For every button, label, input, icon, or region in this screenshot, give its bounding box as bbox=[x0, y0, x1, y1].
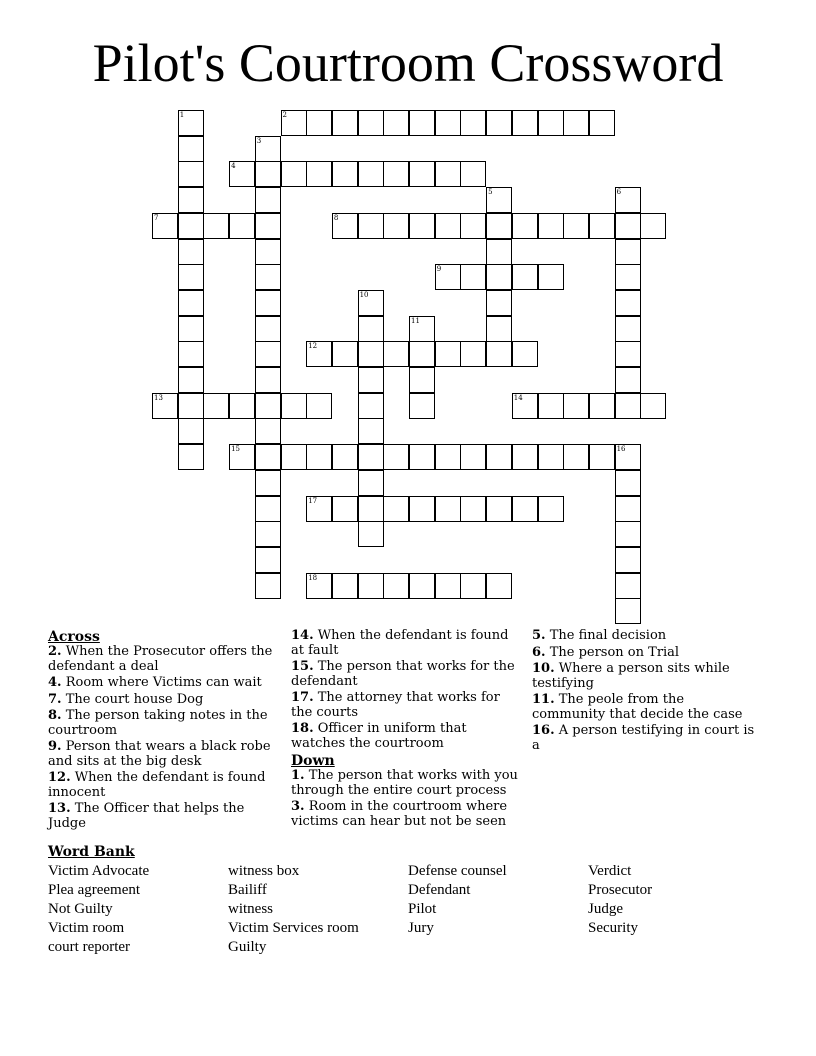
grid-cell[interactable] bbox=[178, 239, 204, 265]
grid-cell[interactable] bbox=[460, 341, 486, 367]
grid-cell[interactable] bbox=[203, 213, 229, 239]
grid-cell[interactable] bbox=[178, 264, 204, 290]
grid-cell[interactable] bbox=[409, 573, 435, 599]
clue-number-label: 4. bbox=[48, 675, 62, 690]
grid-cell[interactable] bbox=[383, 341, 409, 367]
grid-cell[interactable] bbox=[615, 521, 641, 547]
clue-number: 4 bbox=[231, 162, 236, 171]
grid-cell[interactable] bbox=[538, 110, 564, 136]
clue-number: 17 bbox=[308, 496, 318, 505]
grid-cell[interactable] bbox=[332, 161, 358, 187]
word-bank-heading: Word Bank bbox=[48, 844, 135, 860]
clue-item bbox=[291, 691, 519, 720]
grid-cell[interactable] bbox=[332, 110, 358, 136]
grid-cell[interactable] bbox=[255, 290, 281, 316]
grid-cell[interactable] bbox=[178, 290, 204, 316]
grid-cell[interactable] bbox=[255, 161, 281, 187]
clue-item bbox=[48, 693, 273, 708]
word-bank-item: witness bbox=[228, 901, 273, 917]
grid-cell[interactable] bbox=[460, 264, 486, 290]
grid-cell[interactable] bbox=[486, 444, 512, 470]
across-heading: Across bbox=[48, 629, 100, 645]
grid-cell[interactable] bbox=[229, 213, 255, 239]
clue-column-2 bbox=[291, 629, 519, 831]
clue-number-label: 15. bbox=[291, 659, 314, 674]
grid-cell[interactable] bbox=[178, 136, 204, 162]
clue-text: When the defendant is found at fault bbox=[291, 628, 509, 658]
grid-cell[interactable] bbox=[409, 161, 435, 187]
grid-cell[interactable] bbox=[538, 264, 564, 290]
grid-cell[interactable] bbox=[358, 110, 384, 136]
word-bank-item: Verdict bbox=[588, 863, 632, 879]
grid-cell[interactable] bbox=[281, 393, 307, 419]
grid-cell[interactable] bbox=[615, 316, 641, 342]
grid-cell[interactable] bbox=[383, 110, 409, 136]
grid-cell[interactable] bbox=[358, 393, 384, 419]
grid-cell[interactable] bbox=[383, 161, 409, 187]
grid-cell[interactable] bbox=[563, 393, 589, 419]
grid-cell[interactable] bbox=[358, 496, 384, 522]
grid-cell[interactable] bbox=[640, 213, 666, 239]
grid-cell[interactable] bbox=[383, 213, 409, 239]
clue-number-label: 17. bbox=[291, 690, 314, 705]
word-bank-item: witness box bbox=[228, 863, 300, 879]
grid-cell[interactable] bbox=[409, 496, 435, 522]
clue-number-label: 1. bbox=[291, 768, 305, 783]
word-bank-column bbox=[408, 862, 507, 938]
word-bank-column bbox=[588, 862, 652, 938]
clue-number: 1 bbox=[179, 111, 185, 119]
clue-column-1 bbox=[48, 629, 273, 833]
grid-cell[interactable] bbox=[486, 264, 512, 290]
clue-number: 9 bbox=[436, 265, 442, 274]
grid-cell[interactable] bbox=[332, 496, 358, 522]
grid-cell[interactable] bbox=[409, 110, 435, 136]
grid-cell[interactable] bbox=[203, 393, 229, 419]
clue-number-label: 13. bbox=[48, 801, 71, 816]
clue-text: The person that works for the defendant bbox=[291, 659, 515, 689]
grid-cell[interactable] bbox=[409, 444, 435, 470]
grid-cell[interactable] bbox=[409, 393, 435, 419]
word-bank-item: Bailiff bbox=[228, 882, 267, 898]
grid-cell[interactable] bbox=[178, 418, 204, 444]
grid-cell[interactable] bbox=[615, 264, 641, 290]
grid-cell[interactable] bbox=[332, 444, 358, 470]
word-bank-item: Security bbox=[588, 920, 638, 936]
grid-cell[interactable] bbox=[615, 496, 641, 522]
clue-item bbox=[291, 660, 519, 689]
grid-cell[interactable] bbox=[460, 110, 486, 136]
clue-item bbox=[532, 629, 757, 644]
page-title: Pilot's Courtroom Crossword bbox=[92, 33, 724, 93]
grid-cell[interactable] bbox=[435, 496, 461, 522]
grid-cell[interactable] bbox=[563, 444, 589, 470]
clue-number: 15 bbox=[231, 445, 241, 454]
grid-cell[interactable] bbox=[589, 444, 615, 470]
clue-text: Where a person sits while testifying bbox=[532, 661, 730, 691]
word-bank-item: Plea agreement bbox=[48, 882, 141, 898]
clue-text: The peole from the community that decide the case bbox=[532, 692, 743, 722]
clue-item bbox=[291, 629, 519, 658]
grid-cell[interactable] bbox=[615, 393, 641, 419]
clue-number-label: 5. bbox=[532, 628, 546, 643]
clue-text: The person that works with you through the entire court process bbox=[291, 768, 518, 798]
word-bank-item: Guilty bbox=[228, 939, 267, 955]
grid-cell[interactable] bbox=[460, 444, 486, 470]
grid-cell[interactable] bbox=[383, 573, 409, 599]
clue-item bbox=[48, 771, 273, 800]
grid-cell[interactable] bbox=[435, 341, 461, 367]
grid-cell[interactable] bbox=[178, 316, 204, 342]
clue-text: The attorney that works for the courts bbox=[291, 690, 500, 720]
grid-cell[interactable] bbox=[358, 161, 384, 187]
word-bank-column bbox=[48, 862, 149, 957]
clue-number-label: 18. bbox=[291, 721, 314, 736]
down-heading: Down bbox=[291, 753, 335, 769]
grid-cell[interactable] bbox=[486, 316, 512, 342]
grid-cell[interactable] bbox=[409, 213, 435, 239]
word-bank-item: Defendant bbox=[408, 882, 471, 898]
grid-cell[interactable] bbox=[538, 444, 564, 470]
grid-cell[interactable] bbox=[255, 573, 281, 599]
word-bank-item: Victim Advocate bbox=[48, 863, 150, 879]
grid-cell[interactable] bbox=[409, 341, 435, 367]
clue-text: Officer in uniform that watches the courtroom bbox=[291, 721, 467, 751]
clue-number-label: 14. bbox=[291, 628, 314, 643]
grid-cell[interactable] bbox=[615, 470, 641, 496]
clue-number-label: 6. bbox=[532, 644, 546, 660]
clue-number: 11 bbox=[411, 316, 420, 325]
clue-number: 18 bbox=[308, 573, 318, 582]
clue-text: When the defendant is found innocent bbox=[48, 770, 266, 800]
grid-cell[interactable] bbox=[255, 418, 281, 444]
grid-cell[interactable] bbox=[512, 264, 538, 290]
clue-item bbox=[48, 676, 273, 691]
grid-cell[interactable] bbox=[255, 213, 281, 239]
clue-text: Room in the courtroom where victims can hear but not be seen bbox=[291, 799, 508, 829]
grid-cell[interactable] bbox=[255, 444, 281, 470]
grid-cell[interactable] bbox=[358, 521, 384, 547]
clue-item bbox=[291, 800, 519, 829]
word-bank-column bbox=[228, 862, 359, 957]
word-bank-item: Jury bbox=[408, 920, 434, 936]
clue-item bbox=[532, 693, 757, 722]
clue-number: 10 bbox=[359, 290, 369, 299]
clue-number: 14 bbox=[513, 393, 523, 402]
clue-number: 8 bbox=[333, 213, 339, 222]
grid-cell[interactable] bbox=[383, 444, 409, 470]
grid-cell[interactable] bbox=[615, 598, 641, 624]
grid-cell[interactable] bbox=[383, 496, 409, 522]
grid-cell[interactable] bbox=[615, 547, 641, 573]
grid-cell[interactable] bbox=[178, 187, 204, 213]
clue-text: The person on Trial bbox=[545, 644, 680, 660]
clue-text: When the Prosecutor offers the defendant a deal bbox=[48, 644, 273, 674]
clue-number: 12 bbox=[308, 342, 318, 351]
clue-number-label: 11. bbox=[532, 692, 555, 707]
clue-number: 13 bbox=[154, 393, 163, 402]
grid-cell[interactable] bbox=[486, 239, 512, 265]
grid-cell[interactable] bbox=[358, 213, 384, 239]
grid-cell[interactable] bbox=[332, 573, 358, 599]
clue-number-label: 3. bbox=[291, 799, 305, 814]
clue-text: The person taking notes in the courtroom bbox=[48, 708, 268, 738]
clue-number: 3 bbox=[256, 136, 262, 145]
clue-number: 5 bbox=[488, 188, 493, 197]
grid-cell[interactable] bbox=[178, 367, 204, 393]
clue-item bbox=[532, 724, 757, 753]
grid-cell[interactable] bbox=[640, 393, 666, 419]
grid-cell[interactable] bbox=[615, 367, 641, 393]
clue-text: Person that wears a black robe and sits at the big desk bbox=[48, 739, 271, 769]
clue-text: The court house Dog bbox=[61, 691, 204, 707]
grid-cell[interactable] bbox=[486, 213, 512, 239]
grid-cell[interactable] bbox=[538, 213, 564, 239]
grid-cell[interactable] bbox=[332, 341, 358, 367]
grid-cell[interactable] bbox=[229, 393, 255, 419]
grid-cell[interactable] bbox=[255, 187, 281, 213]
grid-cell[interactable] bbox=[615, 290, 641, 316]
grid-cell[interactable] bbox=[178, 341, 204, 367]
grid-cell[interactable] bbox=[460, 161, 486, 187]
grid-cell[interactable] bbox=[486, 496, 512, 522]
grid-cell[interactable] bbox=[435, 573, 461, 599]
grid-cell[interactable] bbox=[589, 393, 615, 419]
grid-cell[interactable] bbox=[615, 239, 641, 265]
grid-cell[interactable] bbox=[538, 496, 564, 522]
grid-cell[interactable] bbox=[460, 213, 486, 239]
grid-cell[interactable] bbox=[409, 367, 435, 393]
grid-cell[interactable] bbox=[435, 110, 461, 136]
grid-cell[interactable] bbox=[178, 213, 204, 239]
grid-cell[interactable] bbox=[255, 367, 281, 393]
grid-cell[interactable] bbox=[358, 418, 384, 444]
word-bank-item: Pilot bbox=[408, 901, 437, 917]
clue-number-label: 9. bbox=[48, 739, 62, 754]
clue-text: A person testifying in court is a bbox=[532, 723, 755, 753]
grid-cell[interactable] bbox=[281, 161, 307, 187]
clue-number: 7 bbox=[154, 213, 159, 222]
grid-cell[interactable] bbox=[589, 213, 615, 239]
grid-cell[interactable] bbox=[512, 341, 538, 367]
word-bank-item: Prosecutor bbox=[588, 882, 653, 898]
clue-number: 2 bbox=[282, 111, 287, 119]
grid-cell[interactable] bbox=[538, 393, 564, 419]
clue-column-3 bbox=[532, 629, 757, 755]
clue-number: 16 bbox=[616, 445, 626, 454]
grid-cell[interactable] bbox=[615, 341, 641, 367]
grid-cell[interactable] bbox=[255, 341, 281, 367]
grid-cell[interactable] bbox=[512, 213, 538, 239]
clue-number: 6 bbox=[616, 188, 622, 197]
clue-number-label: 16. bbox=[532, 723, 555, 738]
word-bank-item: court reporter bbox=[48, 939, 131, 955]
grid-cell[interactable] bbox=[358, 367, 384, 393]
grid-cell[interactable] bbox=[306, 444, 332, 470]
grid-cell[interactable] bbox=[486, 341, 512, 367]
grid-cell[interactable] bbox=[281, 444, 307, 470]
clue-text: Room where Victims can wait bbox=[61, 675, 262, 690]
grid-cell[interactable] bbox=[563, 110, 589, 136]
grid-cell[interactable] bbox=[435, 444, 461, 470]
grid-cell[interactable] bbox=[512, 496, 538, 522]
grid-cell[interactable] bbox=[255, 470, 281, 496]
grid-cell[interactable] bbox=[358, 470, 384, 496]
grid-cell[interactable] bbox=[358, 573, 384, 599]
grid-cell[interactable] bbox=[486, 110, 512, 136]
grid-cell[interactable] bbox=[563, 213, 589, 239]
grid-cell[interactable] bbox=[306, 110, 332, 136]
grid-cell[interactable] bbox=[486, 573, 512, 599]
word-bank-item: Victim Services room bbox=[228, 920, 359, 936]
grid-cell[interactable] bbox=[178, 444, 204, 470]
grid-cell[interactable] bbox=[255, 264, 281, 290]
grid-cell[interactable] bbox=[358, 341, 384, 367]
grid-cell[interactable] bbox=[615, 573, 641, 599]
clue-number-label: 10. bbox=[532, 661, 555, 676]
clue-number-label: 7. bbox=[48, 691, 62, 707]
clue-text: The Officer that helps the Judge bbox=[48, 801, 245, 831]
grid-cell[interactable] bbox=[255, 316, 281, 342]
clue-item bbox=[532, 662, 757, 691]
grid-cell[interactable] bbox=[460, 573, 486, 599]
grid-cell[interactable] bbox=[255, 393, 281, 419]
grid-cell[interactable] bbox=[460, 496, 486, 522]
grid-cell[interactable] bbox=[435, 161, 461, 187]
clue-item bbox=[48, 645, 273, 674]
grid-cell[interactable] bbox=[178, 161, 204, 187]
grid-cell[interactable] bbox=[306, 393, 332, 419]
clue-number-label: 8. bbox=[48, 708, 62, 723]
clue-item bbox=[48, 802, 273, 831]
grid-cell[interactable] bbox=[255, 547, 281, 573]
word-bank-item: Judge bbox=[588, 901, 623, 917]
word-bank-item: Defense counsel bbox=[408, 863, 507, 879]
word-bank-item: Victim room bbox=[48, 920, 125, 936]
clue-item bbox=[291, 722, 519, 751]
grid-cell[interactable] bbox=[178, 393, 204, 419]
clue-item bbox=[532, 646, 757, 661]
grid-cell[interactable] bbox=[255, 239, 281, 265]
grid-cell[interactable] bbox=[306, 161, 332, 187]
grid-cell[interactable] bbox=[435, 213, 461, 239]
grid-cell[interactable] bbox=[358, 444, 384, 470]
clue-text: The final decision bbox=[545, 628, 667, 643]
grid-cell[interactable] bbox=[615, 213, 641, 239]
clue-number-label: 12. bbox=[48, 770, 71, 785]
clue-item bbox=[291, 769, 519, 798]
grid-cell[interactable] bbox=[358, 316, 384, 342]
grid-cell[interactable] bbox=[255, 521, 281, 547]
clue-number-label: 2. bbox=[48, 644, 62, 659]
clue-item bbox=[48, 740, 273, 769]
clue-item bbox=[48, 709, 273, 738]
grid-cell[interactable] bbox=[589, 110, 615, 136]
grid-cell[interactable] bbox=[512, 110, 538, 136]
grid-cell[interactable] bbox=[512, 444, 538, 470]
grid-cell[interactable] bbox=[486, 290, 512, 316]
grid-cell[interactable] bbox=[255, 496, 281, 522]
word-bank-item: Not Guilty bbox=[48, 901, 113, 917]
